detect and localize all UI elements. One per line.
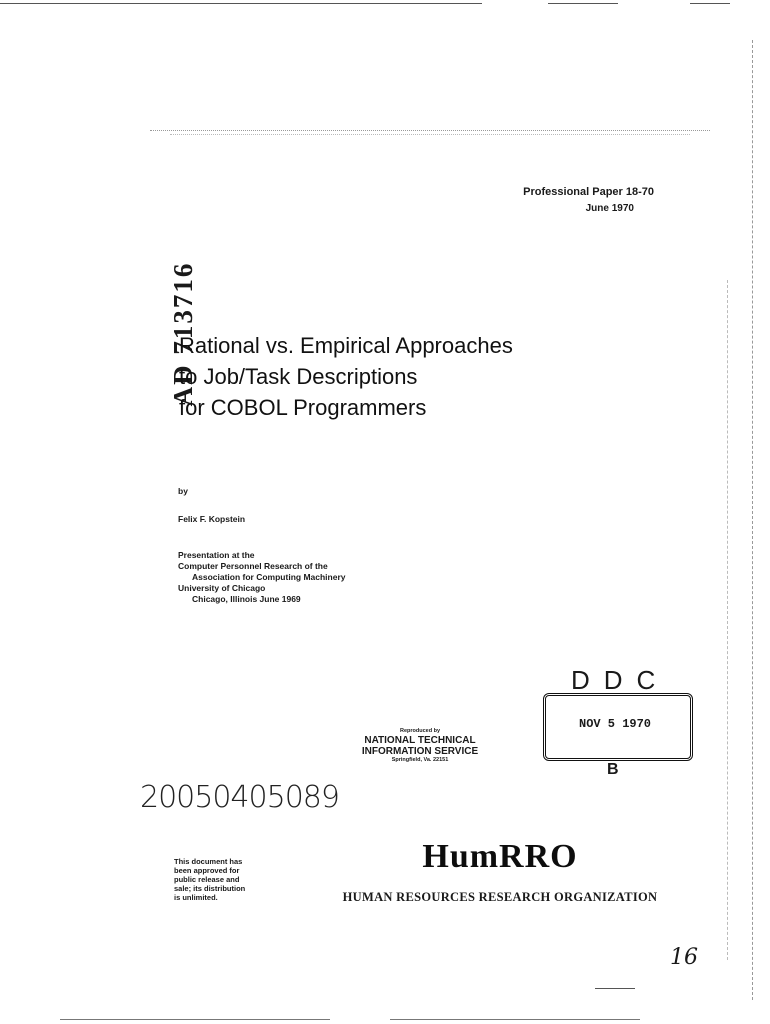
ddc-stamp-letter: B xyxy=(607,761,619,778)
title-line: Rational vs. Empirical Approaches xyxy=(179,333,513,358)
author-name: Felix F. Kopstein xyxy=(178,514,246,524)
top-border-line xyxy=(0,3,482,4)
paper-number: Professional Paper 18-70 xyxy=(523,186,654,198)
release-notice xyxy=(174,857,245,902)
handwritten-number: 20050405089 xyxy=(140,780,339,815)
ntis-reproduced-by: Reproduced by xyxy=(399,728,441,734)
ntis-location: Springfield, Va. 22151 xyxy=(391,757,449,763)
presentation-line: Association for Computing Machinery xyxy=(192,572,346,582)
release-line: public release and xyxy=(174,875,240,884)
ntis-block xyxy=(340,728,500,764)
ntis-line: INFORMATION SERVICE xyxy=(361,746,479,757)
bottom-border-line xyxy=(60,1019,330,1020)
presentation-info xyxy=(178,550,346,605)
presentation-line: Presentation at the xyxy=(178,550,255,560)
presentation-line: Chicago, Illinois June 1969 xyxy=(192,594,301,604)
document-title xyxy=(179,330,513,423)
accession-number: AD 713716 xyxy=(168,261,198,407)
presentation-line: University of Chicago xyxy=(178,583,266,593)
release-line: This document has xyxy=(174,857,243,866)
bottom-border-line xyxy=(595,988,635,989)
title-line: to Job/Task Descriptions xyxy=(179,364,418,389)
ntis-line: NATIONAL TECHNICAL xyxy=(364,735,476,746)
release-line: sale; its distribution xyxy=(174,884,246,893)
release-line: is unlimited. xyxy=(174,893,218,902)
release-line: been approved for xyxy=(174,866,240,875)
humrro-logo: HumRRO xyxy=(422,838,578,875)
scan-noise xyxy=(170,134,690,135)
right-edge-mark xyxy=(752,40,753,1000)
paper-date: June 1970 xyxy=(585,203,634,214)
ddc-label: DDC xyxy=(571,665,670,695)
organization-name: HUMAN RESOURCES RESEARCH ORGANIZATION xyxy=(342,890,658,904)
bottom-border-line xyxy=(390,1019,640,1020)
title-line: for COBOL Programmers xyxy=(179,395,427,420)
top-border-line xyxy=(690,3,730,4)
ddc-stamp-date: NOV 5 1970 xyxy=(579,717,652,731)
presentation-line: Computer Personnel Research of the xyxy=(178,561,328,571)
scan-noise xyxy=(150,130,710,131)
top-border-line xyxy=(548,3,618,4)
handwritten-page-mark: 16 xyxy=(670,945,698,970)
ddc-stamp xyxy=(541,665,693,787)
byline-by: by xyxy=(178,486,188,496)
right-edge-mark xyxy=(727,280,728,960)
